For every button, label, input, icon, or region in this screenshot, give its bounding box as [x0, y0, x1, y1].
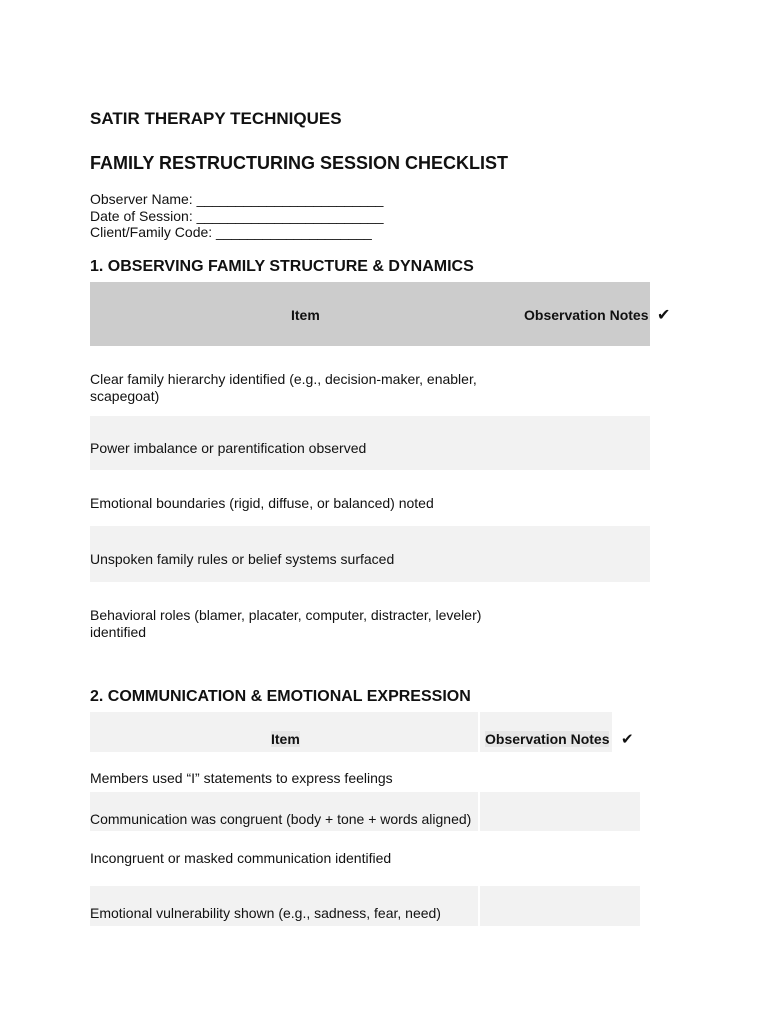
table-row — [90, 582, 650, 654]
table-row — [90, 416, 650, 470]
item-column-header: Item — [291, 307, 320, 323]
section-1-heading: 1. OBSERVING FAMILY STRUCTURE & DYNAMICS — [90, 258, 474, 275]
section-2-heading: 2. COMMUNICATION & EMOTIONAL EXPRESSION — [90, 688, 471, 705]
row-item-text: Behavioral roles (blamer, placater, computer, distracter, leveler) identified — [90, 607, 482, 640]
table-row — [90, 470, 650, 526]
observation-notes-column-header: Observation Notes — [485, 731, 610, 747]
table-row — [90, 526, 650, 582]
client-family-code-field[interactable]: Client/Family Code: ____________________ — [90, 224, 372, 240]
observation-notes-column-header: Observation Notes — [524, 307, 649, 323]
header-fields — [90, 191, 383, 241]
document-title: SATIR THERAPY TECHNIQUES — [90, 109, 342, 128]
row-item-text: Clear family hierarchy identified (e.g., decision-maker, enabler, scapegoat) — [90, 371, 477, 404]
observer-name-field[interactable]: Observer Name: ________________________ — [90, 191, 384, 207]
session-date-field[interactable]: Date of Session: ________________________ — [90, 207, 384, 224]
item-column-header: Item — [271, 731, 300, 747]
row-item-text: Communication was congruent (body + tone + words aligned) — [90, 811, 472, 827]
observation-notes-cell[interactable] — [480, 792, 640, 831]
document-subtitle: FAMILY RESTRUCTURING SESSION CHECKLIST — [90, 153, 509, 173]
check-column-header: ✔ — [621, 731, 634, 748]
row-item-text: Emotional vulnerability shown (e.g., sadness, fear, need) — [90, 905, 441, 921]
row-item-text: Members used “I” statements to express feelings — [90, 770, 393, 786]
row-item-text: Unspoken family rules or belief systems surfaced — [90, 551, 395, 567]
row-item-text: Power imbalance or parentification observed — [90, 440, 367, 456]
row-item-text: Incongruent or masked communication identified — [90, 850, 392, 866]
check-column-header: ✔ — [657, 307, 671, 324]
table-row — [90, 346, 650, 416]
row-item-text: Emotional boundaries (rigid, diffuse, or balanced) noted — [90, 495, 434, 511]
observation-notes-cell[interactable] — [480, 886, 640, 926]
section-1-table-header — [90, 282, 650, 346]
